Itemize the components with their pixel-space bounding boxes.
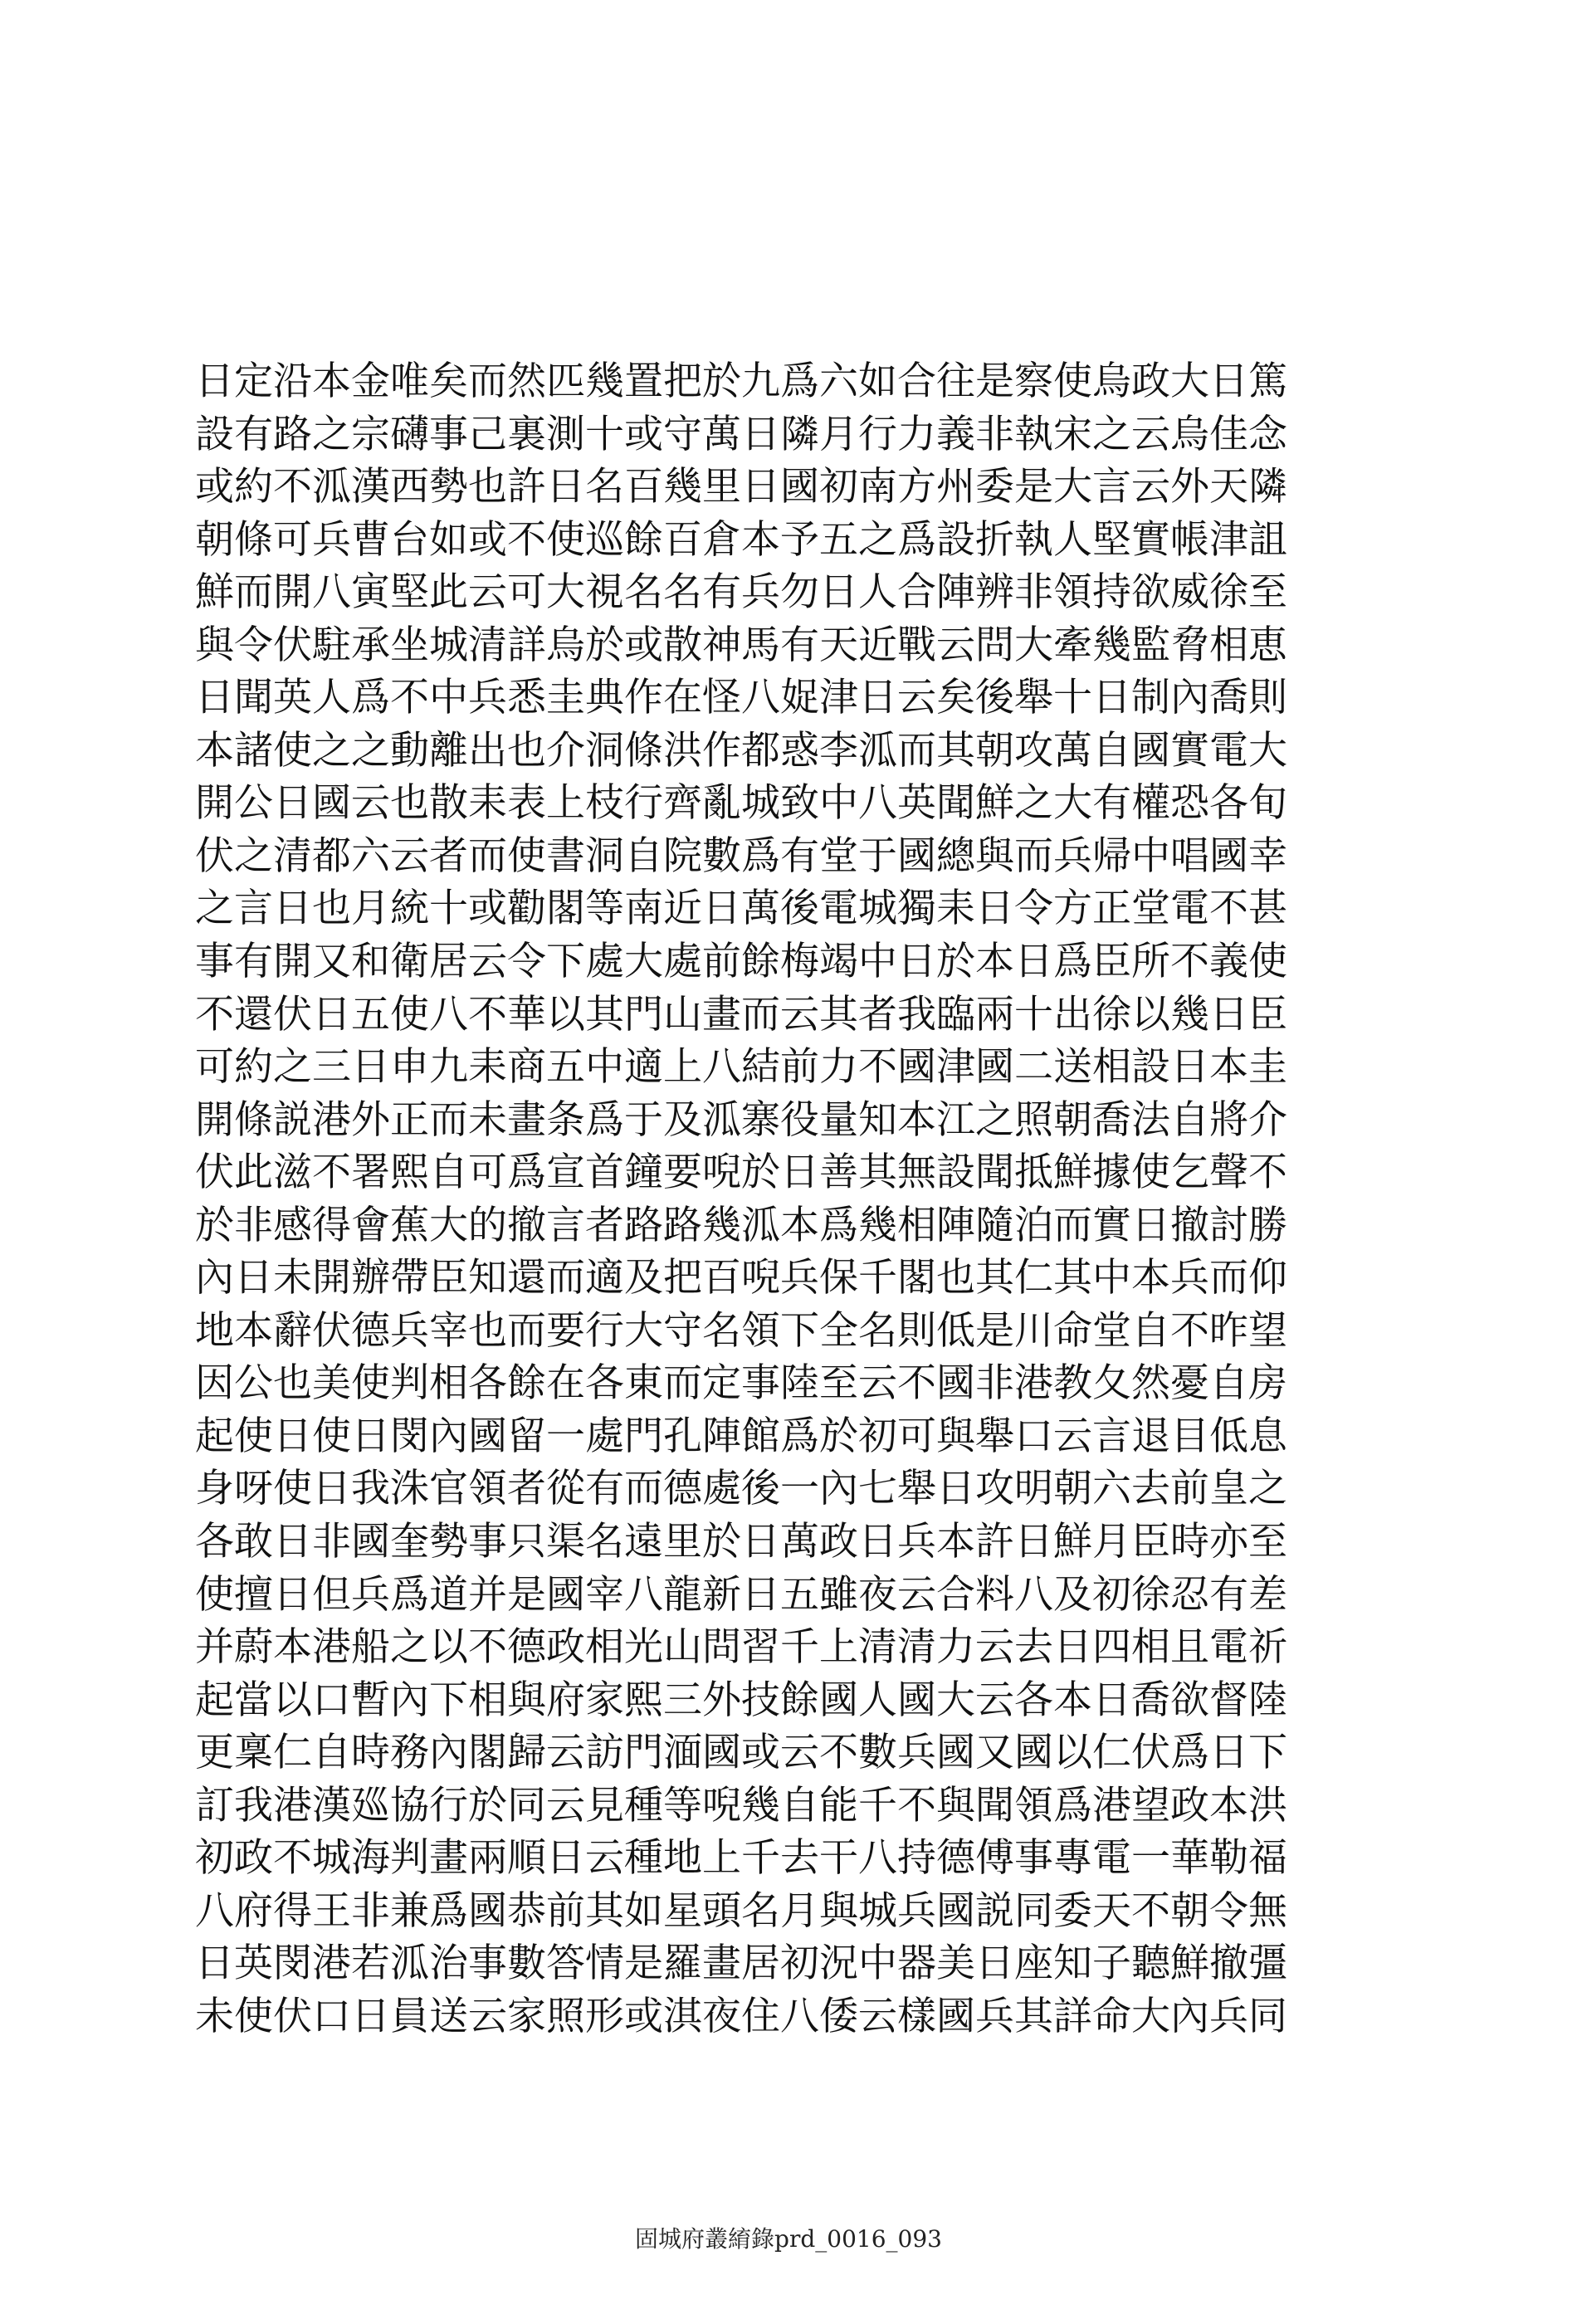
text-line: 不還伏日五使八不華以其門山畫而云其者我臨兩十出徐以幾日臣 (195, 991, 1287, 1038)
text-line: 未使伏口日員送云家照形或淇夜住八倭云樣國兵其詳命大內兵同 (195, 1993, 1287, 2039)
text-line: 可約之三日申九耒商五中適上八結前力不國津國二送相設日本圭 (195, 1044, 1287, 1091)
text-line: 開公日國云也散耒表上枝行齊亂城致中八英聞鮮之大有權恐各旬 (195, 780, 1287, 827)
text-line: 或約不泒漢西勢也許日名百幾里日國初南方州委是大言云外天隣 (195, 464, 1287, 510)
text-line: 與令伏駐承坐城清詳烏於或散神馬有天近戰云問大牽幾監脅相恵 (195, 622, 1287, 668)
text-line: 使擅日但兵爲道并是國宰八龍新日五雖夜云合料八及初徐忍有差 (195, 1571, 1287, 1618)
text-line: 伏之清都六云者而使書洞自院數爲有堂于國總與而兵帰中唱國幸 (195, 832, 1287, 879)
text-line: 伏此滋不署熙自可爲宣首鐘要唲於日善其無設聞抵鮮據使乞聲不 (195, 1150, 1287, 1196)
text-line: 起使日使日閔內國留一處門孔陣館爲於初可與舉口云言退目低息 (195, 1413, 1287, 1459)
text-line: 事有開又和衛居云令下處大處前餘梅竭中日於本日爲臣所不義使 (195, 939, 1287, 985)
text-line: 日英閔港若泒治事數答情是羅畫居初況中器美日座知子聽鮮撤彊 (195, 1941, 1287, 1987)
text-line: 內日未開辦帶臣知還而適及把百唲兵保千閣也其仁其中本兵而仰 (195, 1255, 1287, 1301)
text-line: 日定沿本金唯矣而然匹幾置把於九爲六如合往是察使烏政大日篤 (195, 359, 1287, 404)
text-line: 本諸使之之動離出也介洞條洪作都惑李泒而其朝攻萬自國實電大 (195, 727, 1287, 774)
text-line: 更稟仁自時務內閣歸云訪門湎國或云不數兵國又國以仁伏爲日下 (195, 1730, 1287, 1776)
text-line: 訂我港漢廵協行於同云見種等唲幾自能千不與聞領爲港望政本洪 (195, 1782, 1287, 1828)
text-line: 於非感得會蕉大的撤言者路路幾泒本爲幾相陣隨泊而實日撤討勝 (195, 1202, 1287, 1248)
text-line: 地本辭伏德兵宰也而要行大守名領下全名則低是川命堂自不昨望 (195, 1307, 1287, 1354)
text-line: 各敢日非國奎勢事只渠名遠里於日萬政日兵本許日鮮月臣時亦至 (195, 1519, 1287, 1565)
text-line: 設有路之宗礴事己裏測十或守萬日隣月行力義非執宋之云烏佳念 (195, 411, 1287, 457)
text-line: 鮮而開八寅堅此云可大視名名有兵勿日人合陣辨非領持欲威徐至 (195, 569, 1287, 616)
text-line: 八府得王非兼爲國恭前其如星頭名月與城兵國説同委天不朝令無 (195, 1887, 1287, 1934)
text-line: 日聞英人爲不中兵悉圭典作在怪八娖津日云矣後舉十日制內喬則 (195, 675, 1287, 721)
classical-text-block (195, 357, 1390, 2042)
text-line: 并蔚本港船之以不德政相光山問習千上清清力云去日四相且電祈 (195, 1624, 1287, 1671)
text-line: 身呀使日我洙官領者從有而德處後一內七舉日攻明朝六去前皇之 (195, 1466, 1287, 1512)
text-line: 因公也美使判相各餘在各東而定事陸至云不國非港教夂然憂自房 (195, 1360, 1287, 1407)
text-line: 開條説港外正而未畫条爲于及泒寨役量知本江之照朝喬法自將介 (195, 1096, 1287, 1143)
text-line: 之言日也月統十或勸閣等南近日萬後電城獨耒日令方正堂電不甚 (195, 886, 1287, 932)
text-line: 初政不城海判畫兩順日云種地上千去干八持德傅事專電一華勒福 (195, 1835, 1287, 1882)
text-line: 起當以口暫內下相與府家熙三外技餘國人國大云各本日喬欲督陸 (195, 1677, 1287, 1723)
page-caption: 固城府叢䋭錄prd_0016_093 (635, 2225, 942, 2253)
text-line: 朝條可兵曹台如或不使巡餘百倉本予五之爲設折執人堅實帳津詛 (195, 516, 1287, 563)
